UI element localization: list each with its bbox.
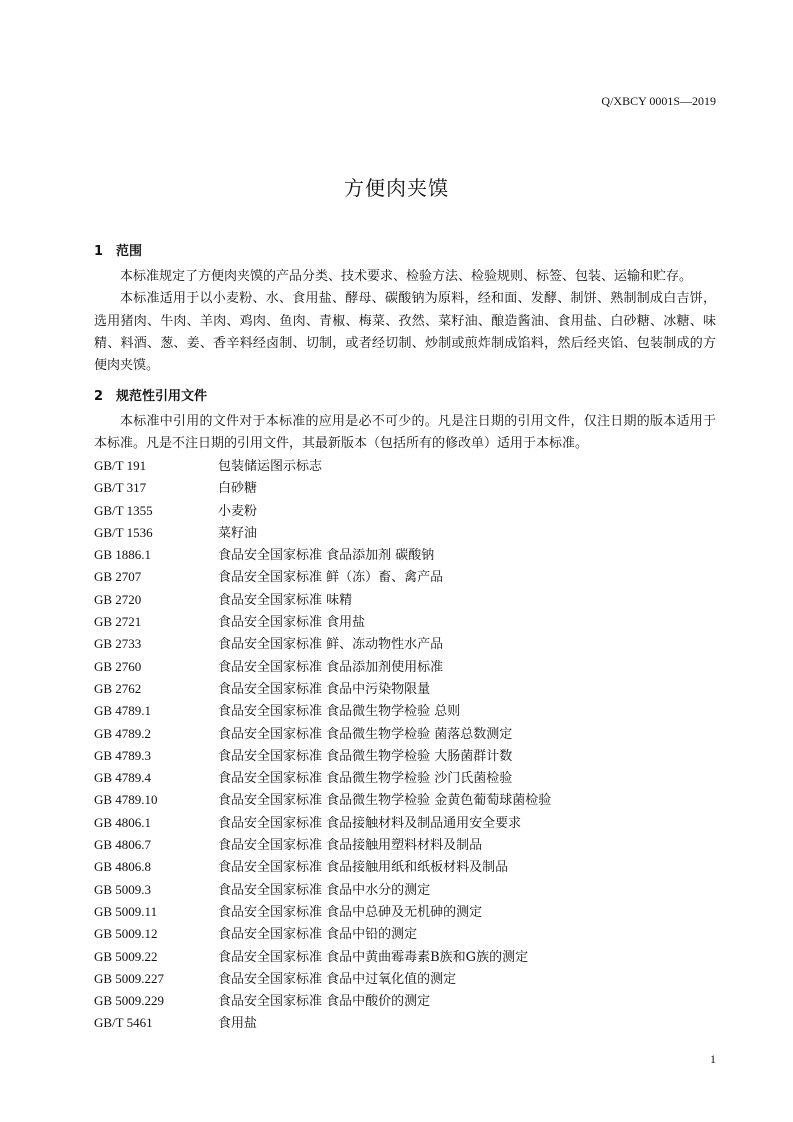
reference-row [94,856,716,878]
reference-title: 白砂糖 [218,481,258,497]
reference-code: GB 4789.4 [94,770,152,786]
reference-title: 食品安全国家标准 食品中污染物限量 [218,681,431,697]
reference-row [94,968,716,990]
paragraph: 本标准规定了方便肉夹馍的产品分类、技术要求、检验方法、检验规则、标签、包装、运输和贮存。 [120,269,693,284]
reference-row [94,1012,716,1034]
reference-title: 食品安全国家标准 食品中总砷及无机砷的测定 [218,904,483,920]
reference-title: 食品安全国家标准 食品接触用塑料材料及制品 [218,838,483,854]
scope-body [94,266,716,377]
reference-row [94,946,716,968]
reference-row [94,990,716,1012]
reference-row [94,923,716,945]
reference-title: 食品安全国家标准 食品中铅的测定 [218,927,418,943]
reference-row [94,789,716,811]
reference-code: GB 4789.1 [94,703,152,719]
reference-row [94,834,716,856]
section-title: 规范性引用文件 [116,389,208,404]
document-code: Q/XBCY 0001S—2019 [601,94,716,108]
reference-code: GB/T 191 [94,458,147,473]
reference-code: GB 5009.11 [94,903,158,919]
reference-title: 食品安全国家标准 食品中酸价的测定 [218,994,431,1010]
reference-code: GB 4806.8 [94,859,152,875]
reference-row [94,767,716,789]
reference-code: GB/T 1536 [94,524,153,540]
reference-title: 食品安全国家标准 食品中水分的测定 [218,882,431,898]
reference-row [94,633,716,655]
reference-code: GB 4806.1 [94,814,152,830]
reference-row [94,566,716,588]
reference-title: 菜籽油 [218,525,258,541]
reference-row [94,500,716,522]
reference-code: GB 5009.227 [94,970,165,986]
reference-title: 食品安全国家标准 味精 [218,592,353,608]
reference-code: GB 4789.2 [94,725,152,741]
reference-row [94,544,716,566]
reference-row [94,745,716,767]
reference-row [94,678,716,700]
reference-title: 食品安全国家标准 食用盐 [218,615,366,631]
reference-title: 食品安全国家标准 食品接触用纸和纸板材料及制品 [218,860,509,876]
reference-title: 食品安全国家标准 食品微生物学检验 菌落总数测定 [218,726,513,742]
reference-code: GB 2762 [94,680,142,696]
page-title: 方便肉夹馍 [344,176,449,200]
page-number: 1 [710,1052,716,1066]
reference-title: 食品安全国家标准 食品添加剂 碳酸钠 [218,548,435,564]
reference-code: GB/T 317 [94,480,147,496]
reference-row [94,656,716,678]
reference-code: GB 2720 [94,591,142,607]
reference-code: GB 1886.1 [94,547,152,563]
section-title: 范围 [116,244,143,259]
reference-code: GB/T 5461 [94,1015,153,1031]
reference-code: GB 4789.3 [94,747,152,763]
reference-title: 食品安全国家标准 食品添加剂使用标准 [218,659,444,675]
reference-code: GB 2760 [94,658,142,674]
reference-code: GB 5009.229 [94,993,165,1009]
reference-title: 食用盐 [218,1016,258,1032]
reference-code: GB 2707 [94,569,142,585]
reference-title: 食品安全国家标准 鲜、冻动物性水产品 [218,637,444,653]
reference-row [94,522,716,544]
reference-row [94,723,716,745]
reference-row [94,812,716,834]
reference-code: GB 5009.22 [94,948,158,964]
reference-row [94,700,716,722]
reference-title: 食品安全国家标准 食品中过氧化值的测定 [218,971,457,987]
references-intro [94,411,716,456]
reference-title: 食品安全国家标准 食品微生物学检验 金黄色葡萄球菌检验 [218,793,552,809]
reference-row [94,611,716,633]
reference-title: 食品安全国家标准 食品微生物学检验 大肠菌群计数 [218,748,513,764]
reference-code: GB 5009.12 [94,926,158,942]
reference-code: GB 5009.3 [94,881,152,897]
reference-title: 食品安全国家标准 食品微生物学检验 总则 [218,704,461,720]
reference-code: GB 2721 [94,614,142,630]
paragraph: 本标准适用于以小麦粉、水、食用盐、酵母、碳酸钠为原料，经和面、发酵、制饼、熟制制成白吉饼，选用猪肉、牛肉、羊肉、鸡肉、鱼肉、青椒、梅菜、孜然、菜籽油、酿造酱油、食用盐、白砂糖、冰糖、味精、料酒、葱、姜、香辛料经卤制、切制，或者经切制、炒制或煎炸制成馅料，然后经夹馅、包装制成的方便肉夹馍。 [94,291,716,374]
reference-row [94,589,716,611]
paragraph: 本标准中引用的文件对于本标准的应用是必不可少的。凡是注日期的引用文件，仅注日期的版本适用于本标准。凡是不注日期的引用文件，其最新版本（包括所有的修改单）适用于本标准。 [94,414,716,452]
reference-code: GB/T 1355 [94,502,153,518]
reference-row [94,477,716,499]
reference-code: GB 4789.10 [94,792,158,808]
reference-row [94,901,716,923]
section-number: 1 [94,244,104,259]
reference-title: 小麦粉 [218,503,258,519]
reference-code: GB 2733 [94,636,142,652]
section-heading-references [94,385,207,404]
reference-row [94,455,716,477]
reference-code: GB 4806.7 [94,837,152,853]
reference-title: 包装储运图示标志 [218,459,323,474]
reference-row [94,879,716,901]
reference-title: 食品安全国家标准 鲜（冻）畜、禽产品 [218,570,444,586]
reference-title: 食品安全国家标准 食品中黄曲霉毒素B族和G族的测定 [218,949,529,965]
section-number: 2 [94,389,104,404]
reference-title: 食品安全国家标准 食品接触材料及制品通用安全要求 [218,815,522,831]
section-heading-scope [94,240,142,259]
reference-list [94,455,716,1035]
reference-title: 食品安全国家标准 食品微生物学检验 沙门氏菌检验 [218,771,513,787]
